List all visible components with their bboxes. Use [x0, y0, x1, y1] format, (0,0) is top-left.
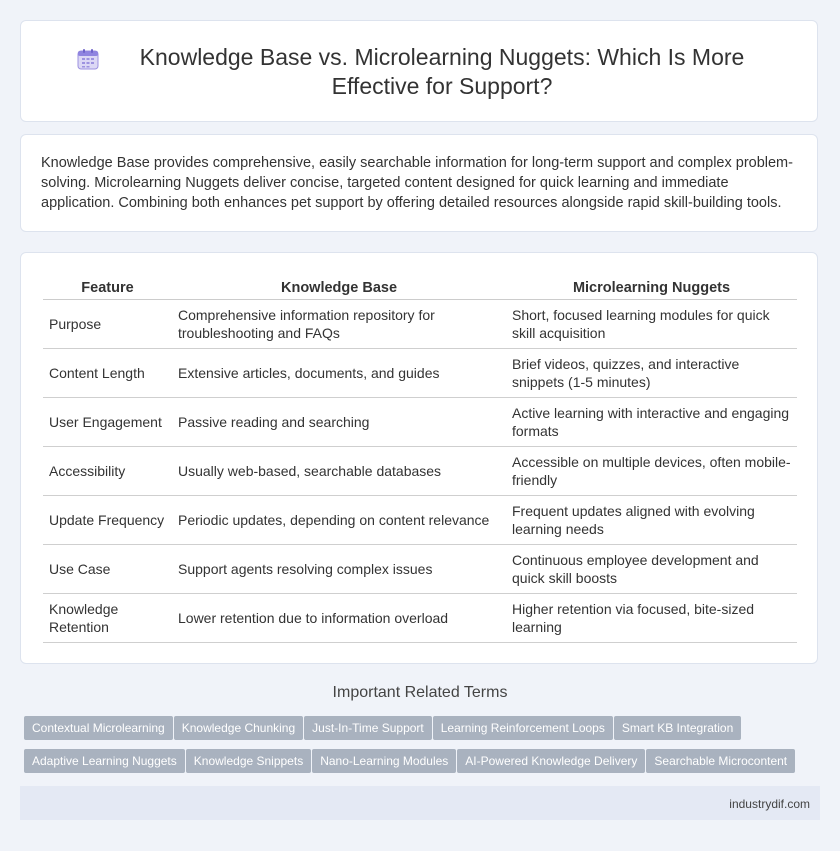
related-term-tag[interactable]: AI-Powered Knowledge Delivery	[457, 749, 645, 773]
table-row	[43, 545, 797, 594]
related-term-tag[interactable]: Nano-Learning Modules	[312, 749, 456, 773]
table-row	[43, 300, 797, 349]
intro-card	[20, 134, 818, 232]
header-knowledge-base: Knowledge Base	[172, 267, 506, 300]
table-row	[43, 398, 797, 447]
cell-microlearning: Higher retention via focused, bite-sized learning	[506, 594, 797, 643]
related-terms-list	[24, 716, 824, 782]
table-row	[43, 594, 797, 643]
related-term-tag[interactable]: Contextual Microlearning	[24, 716, 173, 740]
cell-microlearning: Accessible on multiple devices, often mobile-friendly	[506, 447, 797, 496]
related-term-tag[interactable]: Learning Reinforcement Loops	[433, 716, 613, 740]
cell-feature: Use Case	[43, 545, 172, 594]
header-feature: Feature	[43, 267, 172, 300]
related-terms-title: Important Related Terms	[332, 684, 508, 701]
cell-knowledge-base: Comprehensive information repository for troubleshooting and FAQs	[172, 300, 506, 349]
cell-feature: Content Length	[43, 349, 172, 398]
page-title: Knowledge Base vs. Microlearning Nuggets: Which Is More Effective for Support?	[139, 44, 745, 99]
cell-microlearning: Brief videos, quizzes, and interactive snippets (1-5 minutes)	[506, 349, 797, 398]
cell-feature: Accessibility	[43, 447, 172, 496]
cell-knowledge-base: Support agents resolving complex issues	[172, 545, 506, 594]
cell-feature: User Engagement	[43, 398, 172, 447]
cell-knowledge-base: Lower retention due to information overload	[172, 594, 506, 643]
cell-microlearning: Active learning with interactive and engaging formats	[506, 398, 797, 447]
comparison-table	[43, 267, 797, 643]
related-term-tag[interactable]: Smart KB Integration	[614, 716, 741, 740]
related-term-tag[interactable]: Knowledge Snippets	[186, 749, 311, 773]
table-row	[43, 496, 797, 545]
cell-microlearning: Short, focused learning modules for quick skill acquisition	[506, 300, 797, 349]
cell-feature: Update Frequency	[43, 496, 172, 545]
header-microlearning: Microlearning Nuggets	[506, 267, 797, 300]
related-term-tag[interactable]: Adaptive Learning Nuggets	[24, 749, 185, 773]
table-header-row	[43, 267, 797, 300]
footer-site: industrydif.com	[729, 797, 810, 811]
related-term-tag[interactable]: Just-In-Time Support	[304, 716, 432, 740]
cell-microlearning: Continuous employee development and quick skill boosts	[506, 545, 797, 594]
table-row	[43, 447, 797, 496]
intro-text: Knowledge Base provides comprehensive, easily searchable information for long-term support and complex problem-solving. Microlearning Nuggets deliver concise, targeted content designed for quick learning and immediate application. Combining both enhances pet support by offering detailed resources alongside rapid skill-building tools.	[41, 155, 793, 211]
related-term-tag[interactable]: Knowledge Chunking	[174, 716, 303, 740]
cell-feature: Knowledge Retention	[43, 594, 172, 643]
cell-knowledge-base: Passive reading and searching	[172, 398, 506, 447]
related-term-tag[interactable]: Searchable Microcontent	[646, 749, 795, 773]
cell-knowledge-base: Extensive articles, documents, and guides	[172, 349, 506, 398]
cell-microlearning: Frequent updates aligned with evolving learning needs	[506, 496, 797, 545]
table-row	[43, 349, 797, 398]
cell-feature: Purpose	[43, 300, 172, 349]
title-card	[20, 20, 818, 122]
cell-knowledge-base: Usually web-based, searchable databases	[172, 447, 506, 496]
footer	[20, 786, 820, 820]
cell-knowledge-base: Periodic updates, depending on content relevance	[172, 496, 506, 545]
calendar-icon	[76, 47, 100, 71]
comparison-table-card	[20, 252, 818, 664]
